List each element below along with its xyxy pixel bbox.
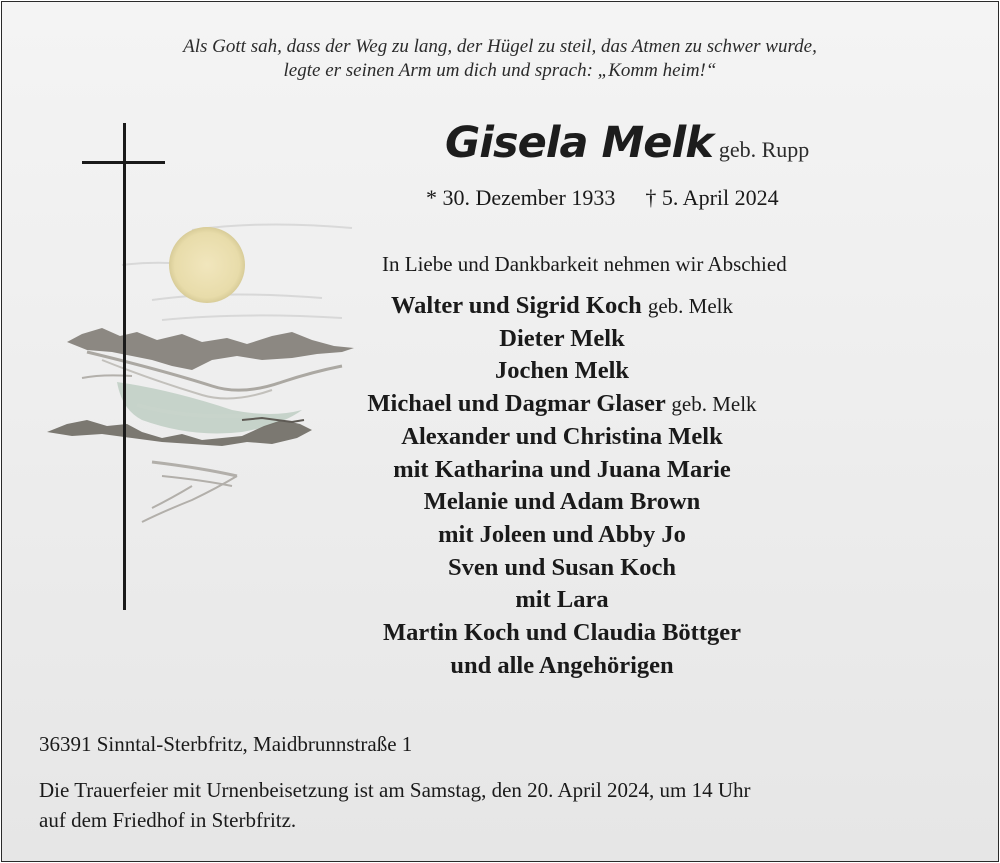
mourner-line: Dieter Melk [499, 324, 625, 352]
mourner-line: und alle Angehörigen [450, 651, 674, 679]
mourner-line: Jochen Melk [494, 357, 630, 385]
mourners-list [332, 290, 792, 682]
mourner-line: Martin Koch und Claudia Böttger [383, 619, 741, 647]
cross-icon [82, 123, 165, 610]
mourner-line: Sven und Susan Koch [447, 553, 677, 581]
funeral-notice-line-1: Die Trauerfeier mit Urnenbeisetzung ist am Samstag, den 20. April 2024, um 14 Uhr [39, 778, 751, 802]
mourner-line: Melanie und Adam Brown [423, 488, 701, 516]
deceased-name-line [445, 118, 809, 168]
deceased-name: Gisela Melk [445, 118, 713, 168]
funeral-notice [39, 775, 751, 835]
death-date: † 5. April 2024 [645, 185, 779, 210]
obituary-card [1, 1, 999, 862]
birth-date: * 30. Dezember 1933 [426, 185, 616, 210]
sun-icon [169, 227, 245, 303]
mourner-line: mit Lara [515, 586, 609, 614]
address: 36391 Sinntal-Sterbfritz, Maidbrunnstraße 1 [39, 732, 413, 756]
farewell-intro: In Liebe und Dankbarkeit nehmen wir Abschied [382, 252, 787, 276]
quote-line-1: Als Gott sah, dass der Weg zu lang, der Hügel zu steil, das Atmen zu schwer wurde, [183, 36, 817, 57]
mourner-line: Alexander und Christina Melk [401, 422, 723, 450]
mourner-line: Michael und Dagmar Glaser geb. Melk [367, 390, 757, 418]
mourner-line: Walter und Sigrid Koch geb. Melk [391, 292, 733, 319]
mourner-line: mit Joleen und Abby Jo [438, 520, 686, 548]
quote-line-2: legte er seinen Arm um dich und sprach: „Komm heim!“ [283, 60, 717, 81]
maiden-name: geb. Rupp [718, 137, 810, 162]
mourner-line: mit Katharina und Juana Marie [393, 455, 731, 483]
funeral-notice-line-2: auf dem Friedhof in Sterbfritz. [39, 808, 297, 832]
life-dates [426, 185, 779, 211]
